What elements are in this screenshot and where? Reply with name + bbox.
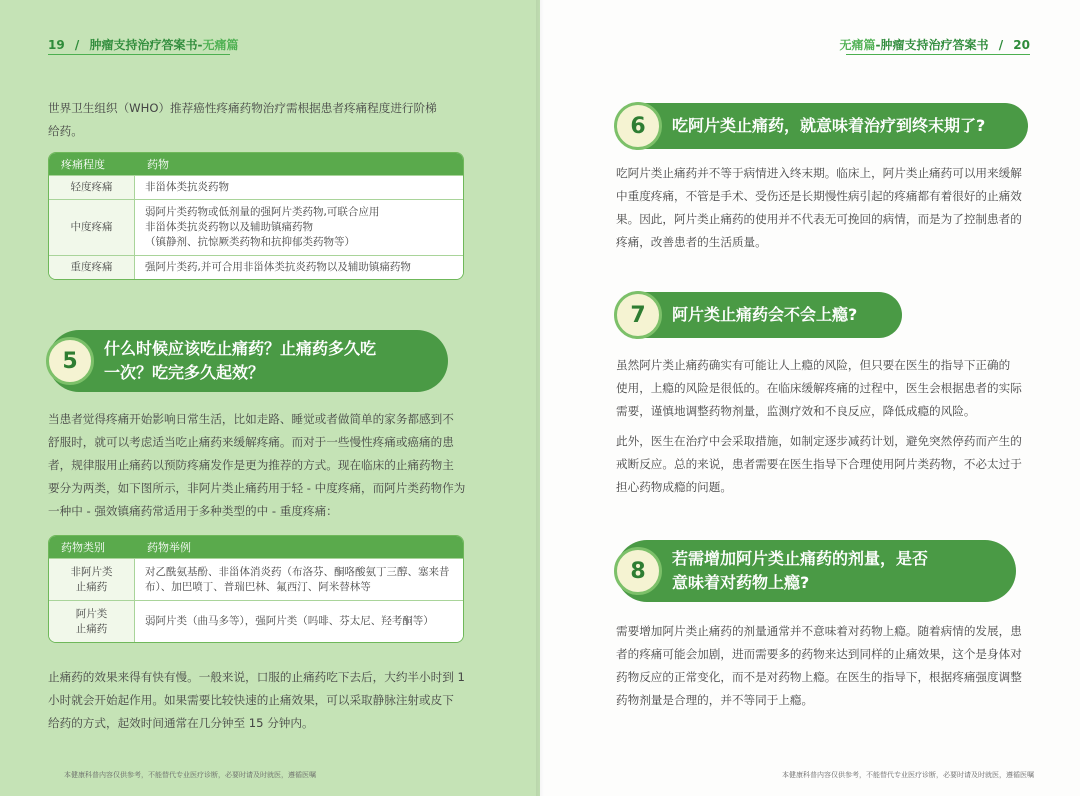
question-6-heading (616, 103, 1028, 149)
table-cell: 重度疼痛 (49, 255, 135, 279)
question-title: 什么时候应该吃止痛药？止痛药多久吃 一次？吃完多久起效？ (104, 339, 377, 382)
right-page-header: 无痛篇-肿瘤支持治疗答案书 / 20 (839, 38, 1030, 52)
disclaimer-footer: 本健康科普内容仅供参考，不能替代专业医疗诊断，必要时请及时就医，遵循医嘱 (782, 771, 1034, 779)
left-page-header: 19 / 肿瘤支持治疗答案书-无痛篇 (48, 38, 239, 52)
table-header-row (49, 153, 463, 175)
table-cell: 中度疼痛 (49, 199, 135, 255)
right-page (540, 0, 1080, 796)
question-number-badge: 5 (46, 337, 94, 385)
table-row (49, 255, 463, 279)
header-underline (48, 54, 230, 55)
table-header: 疼痛程度 (49, 153, 135, 175)
page-number: 20 (1013, 38, 1030, 52)
table-cell: 轻度疼痛 (49, 175, 135, 199)
question-number-badge: 6 (614, 102, 662, 150)
table-cell: 弱阿片类（曲马多等），强阿片类（吗啡、芬太尼、羟考酮等） (135, 600, 463, 642)
table-cell: 弱阿片类药物或低剂量的强阿片类药物,可联合应用 非甾体类抗炎药物以及辅助镇痛药物 （镇静剂、抗惊厥类药物和抗抑郁类药物等） (135, 199, 463, 255)
table-header: 药物类别 (49, 536, 135, 558)
question-6-answer: 吃阿片类止痛药并不等于病情进入终末期。临床上，阿片类止痛药可以用来缓解 中重度疼痛，不管是手术、受伤还是长期慢性病引起的疼痛都有着很好的止痛效 果。因此，阿片类止痛药的使用并不代表无可挽回的病情，而是为了控制患者的 疼痛，改善患者的生活质量。 (616, 166, 1022, 249)
table-row (49, 199, 463, 255)
header-title-accent: 无痛篇 (202, 38, 239, 52)
table-cell: 对乙酰氨基酚、非甾体消炎药（布洛芬、酮咯酸氨丁三醇、塞来昔 布）、加巴喷丁、普瑞巴林、氟西汀、阿米替林等 (135, 558, 463, 600)
question-8-heading (616, 540, 1016, 602)
intro-paragraph: 世界卫生组织（WHO）推荐癌性疼痛药物治疗需根据患者疼痛程度进行阶梯 给药。 (48, 101, 437, 138)
question-8-answer: 需要增加阿片类止痛药的剂量通常并不意味着对药物上瘾。随着病情的发展，患 者的疼痛可能会加剧，进而需要多的药物来达到同样的止痛效果，这个是身体对 药物反应的正常变化，而不是对药物上瘾。在医生的指导下，根据疼痛强度调整 药物剂量是合理的，并不等同于上瘾。 (616, 624, 1022, 707)
header-underline (846, 54, 1030, 55)
table-row (49, 600, 463, 642)
table-cell: 非阿片类 止痛药 (49, 558, 135, 600)
book-gutter-shadow (536, 0, 544, 796)
table-row (49, 175, 463, 199)
question-number-badge: 7 (614, 291, 662, 339)
question-5-heading (48, 330, 448, 392)
header-title: 肿瘤支持治疗答案书- (89, 38, 203, 52)
question-title: 若需增加阿片类止痛药的剂量，是否 意味着对药物上瘾? (672, 549, 929, 592)
question-7-heading (616, 292, 902, 338)
header-title: -肿瘤支持治疗答案书 (875, 38, 989, 52)
table-header: 药物 (135, 153, 463, 175)
question-5-answer: 当患者觉得疼痛开始影响日常生活，比如走路、睡觉或者做简单的家务都感到不 舒服时，就可以考虑适当吃止痛药来缓解疼痛。而对于一些慢性疼痛或癌痛的患 者，规律服用止痛药以预防疼痛发作是更为推荐的方式。现在临床的止痛药物主 要分为两类，如下图所示，非阿片类止痛药用于轻 - 中度疼痛，而阿片类药物作为 一种中 - 强效镇痛药常适用于多种类型的中 - 重度疼痛： (48, 412, 466, 518)
question-title: 阿片类止痛药会不会上瘾? (672, 305, 858, 324)
table-cell: 强阿片类药,并可合用非甾体类抗炎药物以及辅助镇痛药物 (135, 255, 463, 279)
table-cell: 阿片类 止痛药 (49, 600, 135, 642)
disclaimer-footer: 本健康科普内容仅供参考，不能替代专业医疗诊断，必要时请及时就医，遵循医嘱 (64, 771, 316, 779)
pain-level-table (48, 152, 464, 280)
question-title: 吃阿片类止痛药，就意味着治疗到终末期了? (672, 116, 986, 135)
table-cell: 非甾体类抗炎药物 (135, 175, 463, 199)
header-title-accent: 无痛篇 (839, 38, 876, 52)
page-number: 19 (48, 38, 65, 52)
question-7-answer-continued: 此外，医生在治疗中会采取措施，如制定逐步减药计划，避免突然停药而产生的 戒断反应。总的来说，患者需要在医生指导下合理使用阿片类药物，不必太过于 担心药物成瘾的问题。 (616, 434, 1022, 494)
table-row (49, 558, 463, 600)
question-7-answer: 虽然阿片类止痛药确实有可能让人上瘾的风险，但只要在医生的指导下正确的 使用，上瘾的风险是很低的。在临床缓解疼痛的过程中，医生会根据患者的实际 需要，谨慎地调整药物剂量，监测疗效和不良反应，降低成瘾的风险。 (616, 358, 1022, 418)
table-header-row (49, 536, 463, 558)
table-header: 药物举例 (135, 536, 463, 558)
onset-paragraph: 止痛药的效果来得有快有慢。一般来说，口服的止痛药吃下去后，大约半小时到 1 小时就会开始起作用。如果需要比较快速的止痛效果，可以采取静脉注射或皮下 给药的方式，起效时间通常在几分钟至 15 分钟内。 (48, 670, 465, 730)
question-number-badge: 8 (614, 547, 662, 595)
drug-category-table (48, 535, 464, 643)
